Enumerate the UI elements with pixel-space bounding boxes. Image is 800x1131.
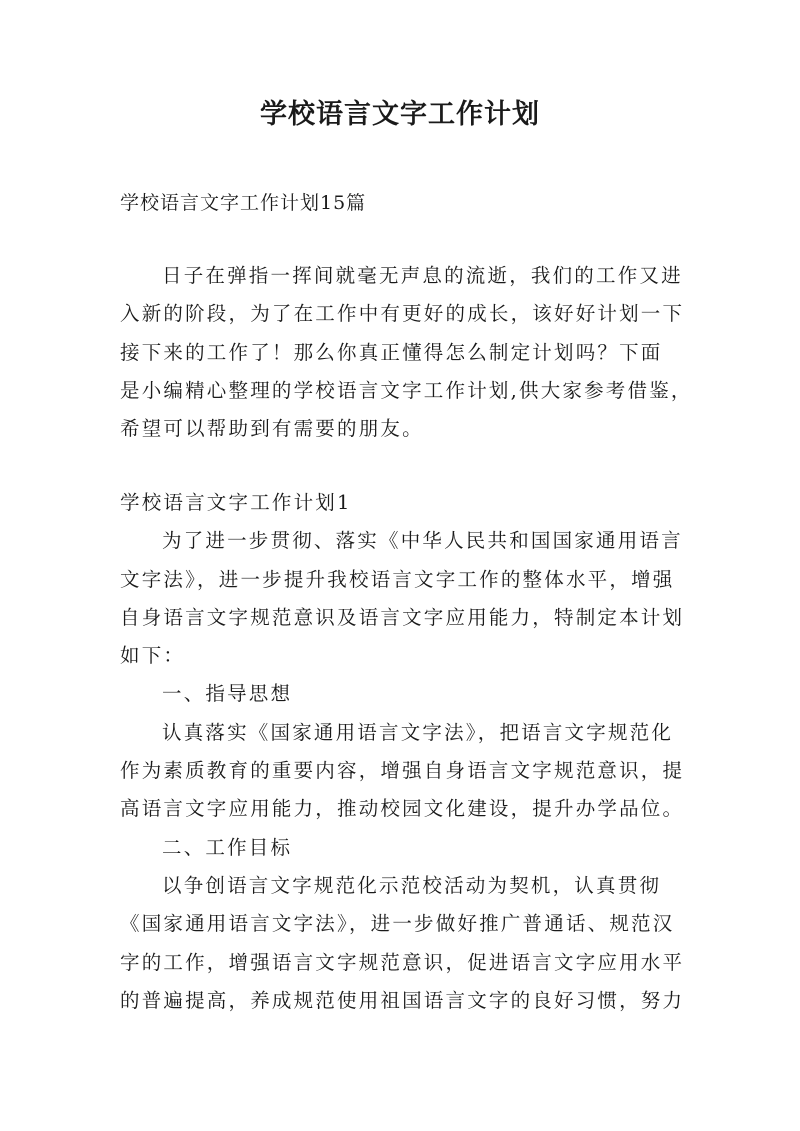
intro-line: 希望可以帮助到有需要的朋友。 bbox=[120, 417, 424, 441]
section-line: 高语言文字应用能力，推动校园文化建设，提升办学品位。 bbox=[120, 797, 685, 821]
intro-line: 入新的阶段，为了在工作中有更好的成长，该好好计划一下 bbox=[120, 302, 685, 326]
section-line: 的普遍提高，养成规范使用祖国语言文字的良好习惯，努力 bbox=[120, 988, 685, 1012]
subheading-guiding-thought: 一、指导思想 bbox=[162, 682, 293, 706]
intro-line: 日子在弹指一挥间就毫无声息的流逝，我们的工作又进 bbox=[162, 264, 683, 287]
section-line: 作为素质教育的重要内容，增强自身语言文字规范意识，提 bbox=[120, 759, 685, 783]
section-line: 为了进一步贯彻、落实《中华人民共和国国家通用语言 bbox=[162, 529, 683, 553]
intro-line: 是小编精心整理的学校语言文字工作计划,供大家参考借鉴， bbox=[120, 378, 693, 402]
section-line: 字的工作，增强语言文字规范意识，促进语言文字应用水平 bbox=[120, 950, 685, 974]
document-subtitle: 学校语言文字工作计划15篇 bbox=[120, 192, 367, 214]
section-line: 如下： bbox=[120, 644, 186, 668]
section-line: 以争创语言文字规范化示范校活动为契机，认真贯彻 bbox=[162, 873, 662, 897]
intro-paragraph bbox=[120, 257, 693, 448]
plan-section-1 bbox=[120, 484, 685, 1020]
subheading-work-goals: 二、工作目标 bbox=[162, 835, 293, 859]
section-line: 自身语言文字规范意识及语言文字应用能力，特制定本计划 bbox=[120, 605, 685, 629]
section-line: 《国家通用语言文字法》，进一步做好推广普通话、规范汉 bbox=[120, 912, 675, 936]
intro-line: 接下来的工作了！那么你真正懂得怎么制定计划吗？下面 bbox=[120, 340, 663, 364]
section-line: 认真落实《国家通用语言文字法》，把语言文字规范化 bbox=[162, 720, 674, 744]
section-heading: 学校语言文字工作计划1 bbox=[120, 491, 352, 514]
section-line: 文字法》，进一步提升我校语言文字工作的整体水平，增强 bbox=[120, 567, 675, 591]
document-title: 学校语言文字工作计划 bbox=[260, 99, 540, 130]
